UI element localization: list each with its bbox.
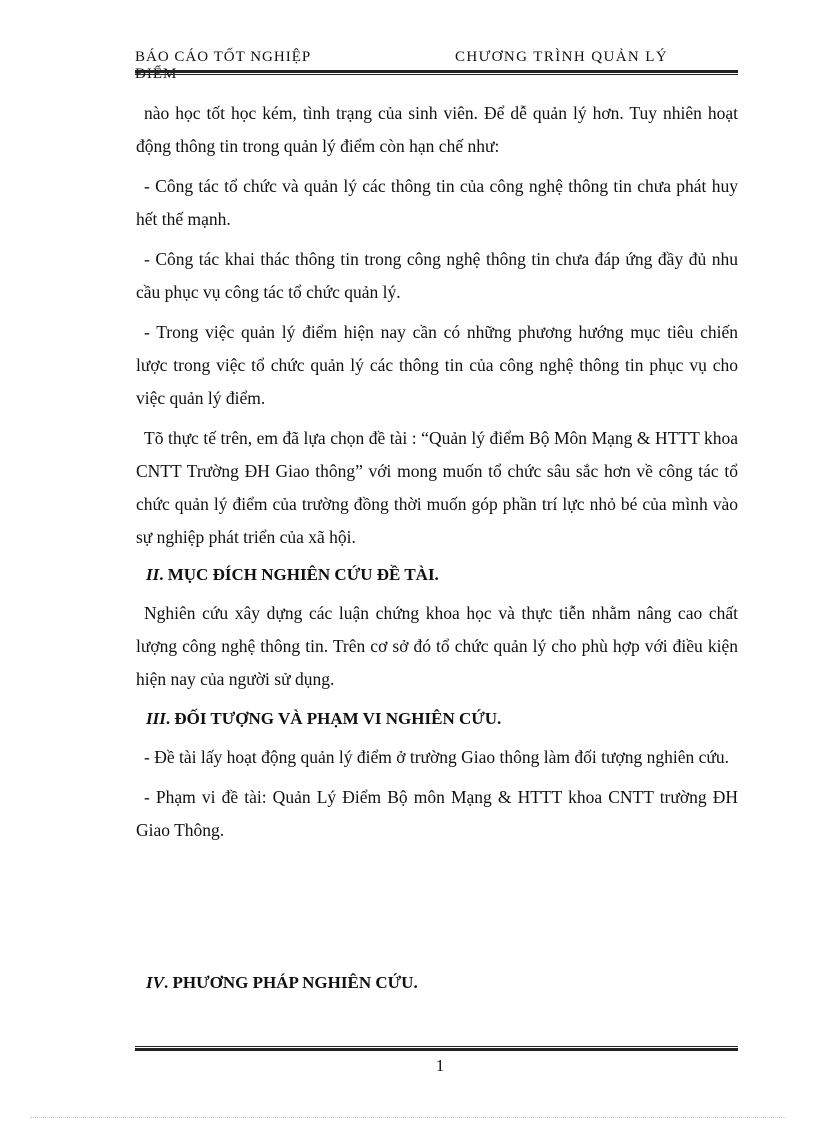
- section-number: IV: [146, 973, 164, 992]
- page-number: 1: [435, 1056, 445, 1075]
- paragraph: Tõ thực tế trên, em đã lựa chọn đề tài : “Quản lý điểm Bộ Môn Mạng & HTTT khoa CNTT Trường ĐH Giao thông” với mong muốn tổ chức sâu sắc hơn về công tác tổ chức quản lý điểm của trường đồng thời muốn góp phần trí lực nhỏ bé của mình vào sự nghiệp phát triển của xã hội.: [136, 428, 738, 547]
- section-title: . ĐỐI TƯỢNG VÀ PHẠM VI NGHIÊN CỨU.: [165, 709, 502, 728]
- intro-block: [136, 97, 738, 554]
- paragraph: - Công tác khai thác thông tin trong công nghệ thông tin chưa đáp ứng đầy đủ nhu cầu phục vụ công tác tổ chức quản lý.: [136, 249, 738, 302]
- paragraph: - Công tác tổ chức và quản lý các thông tin của công nghệ thông tin chưa phát huy hết thế mạnh.: [136, 176, 738, 229]
- paragraph: Nghiên cứu xây dựng các luận chứng khoa học và thực tiễn nhằm nâng cao chất lượng công nghệ thông tin. Trên cơ sở đó tổ chức quản lý cho phù hợp với điều kiện hiện nay của người sử dụng.: [136, 603, 738, 689]
- list-item: - Phạm vi đề tài: Quản Lý Điểm Bộ môn Mạng & HTTT khoa CNTT trường ĐH Giao Thông.: [136, 787, 738, 840]
- section-2: [136, 558, 738, 696]
- section-heading: [136, 702, 738, 735]
- paragraph: - Trong việc quản lý điểm hiện nay cần có những phương hướng mục tiêu chiến lược trong việc tổ chức quản lý các thông tin của công nghệ thông tin phục vụ cho việc quản lý điểm.: [136, 322, 738, 408]
- footer-rule: [135, 1046, 738, 1051]
- header-rule: [135, 70, 738, 75]
- page-edge-divider: [30, 1117, 786, 1118]
- section-heading: [136, 558, 738, 591]
- section-title: . PHƯƠNG PHÁP NGHIÊN CỨU.: [163, 973, 418, 992]
- section-4: [136, 966, 738, 999]
- header-left-title: BÁO CÁO TỐT NGHIỆP ĐIỂM: [135, 49, 311, 82]
- section-title: . MỤC ĐÍCH NGHIÊN CỨU ĐỀ TÀI.: [159, 565, 439, 584]
- section-number: III: [146, 709, 166, 728]
- paragraph: nào học tốt học kém, tình trạng của sinh viên. Để dễ quản lý hơn. Tuy nhiên hoạt động thông tin trong quản lý điểm còn hạn chế như:: [136, 103, 738, 156]
- section-3: [136, 702, 738, 847]
- section-number: II: [146, 565, 160, 584]
- section-heading: [136, 966, 738, 999]
- list-item: - Đề tài lấy hoạt động quản lý điểm ở trường Giao thông làm đối tượng nghiên cứu.: [144, 747, 730, 767]
- page-header: [135, 49, 738, 85]
- header-right-title: CHƯƠNG TRÌNH QUẢN LÝ: [455, 49, 669, 65]
